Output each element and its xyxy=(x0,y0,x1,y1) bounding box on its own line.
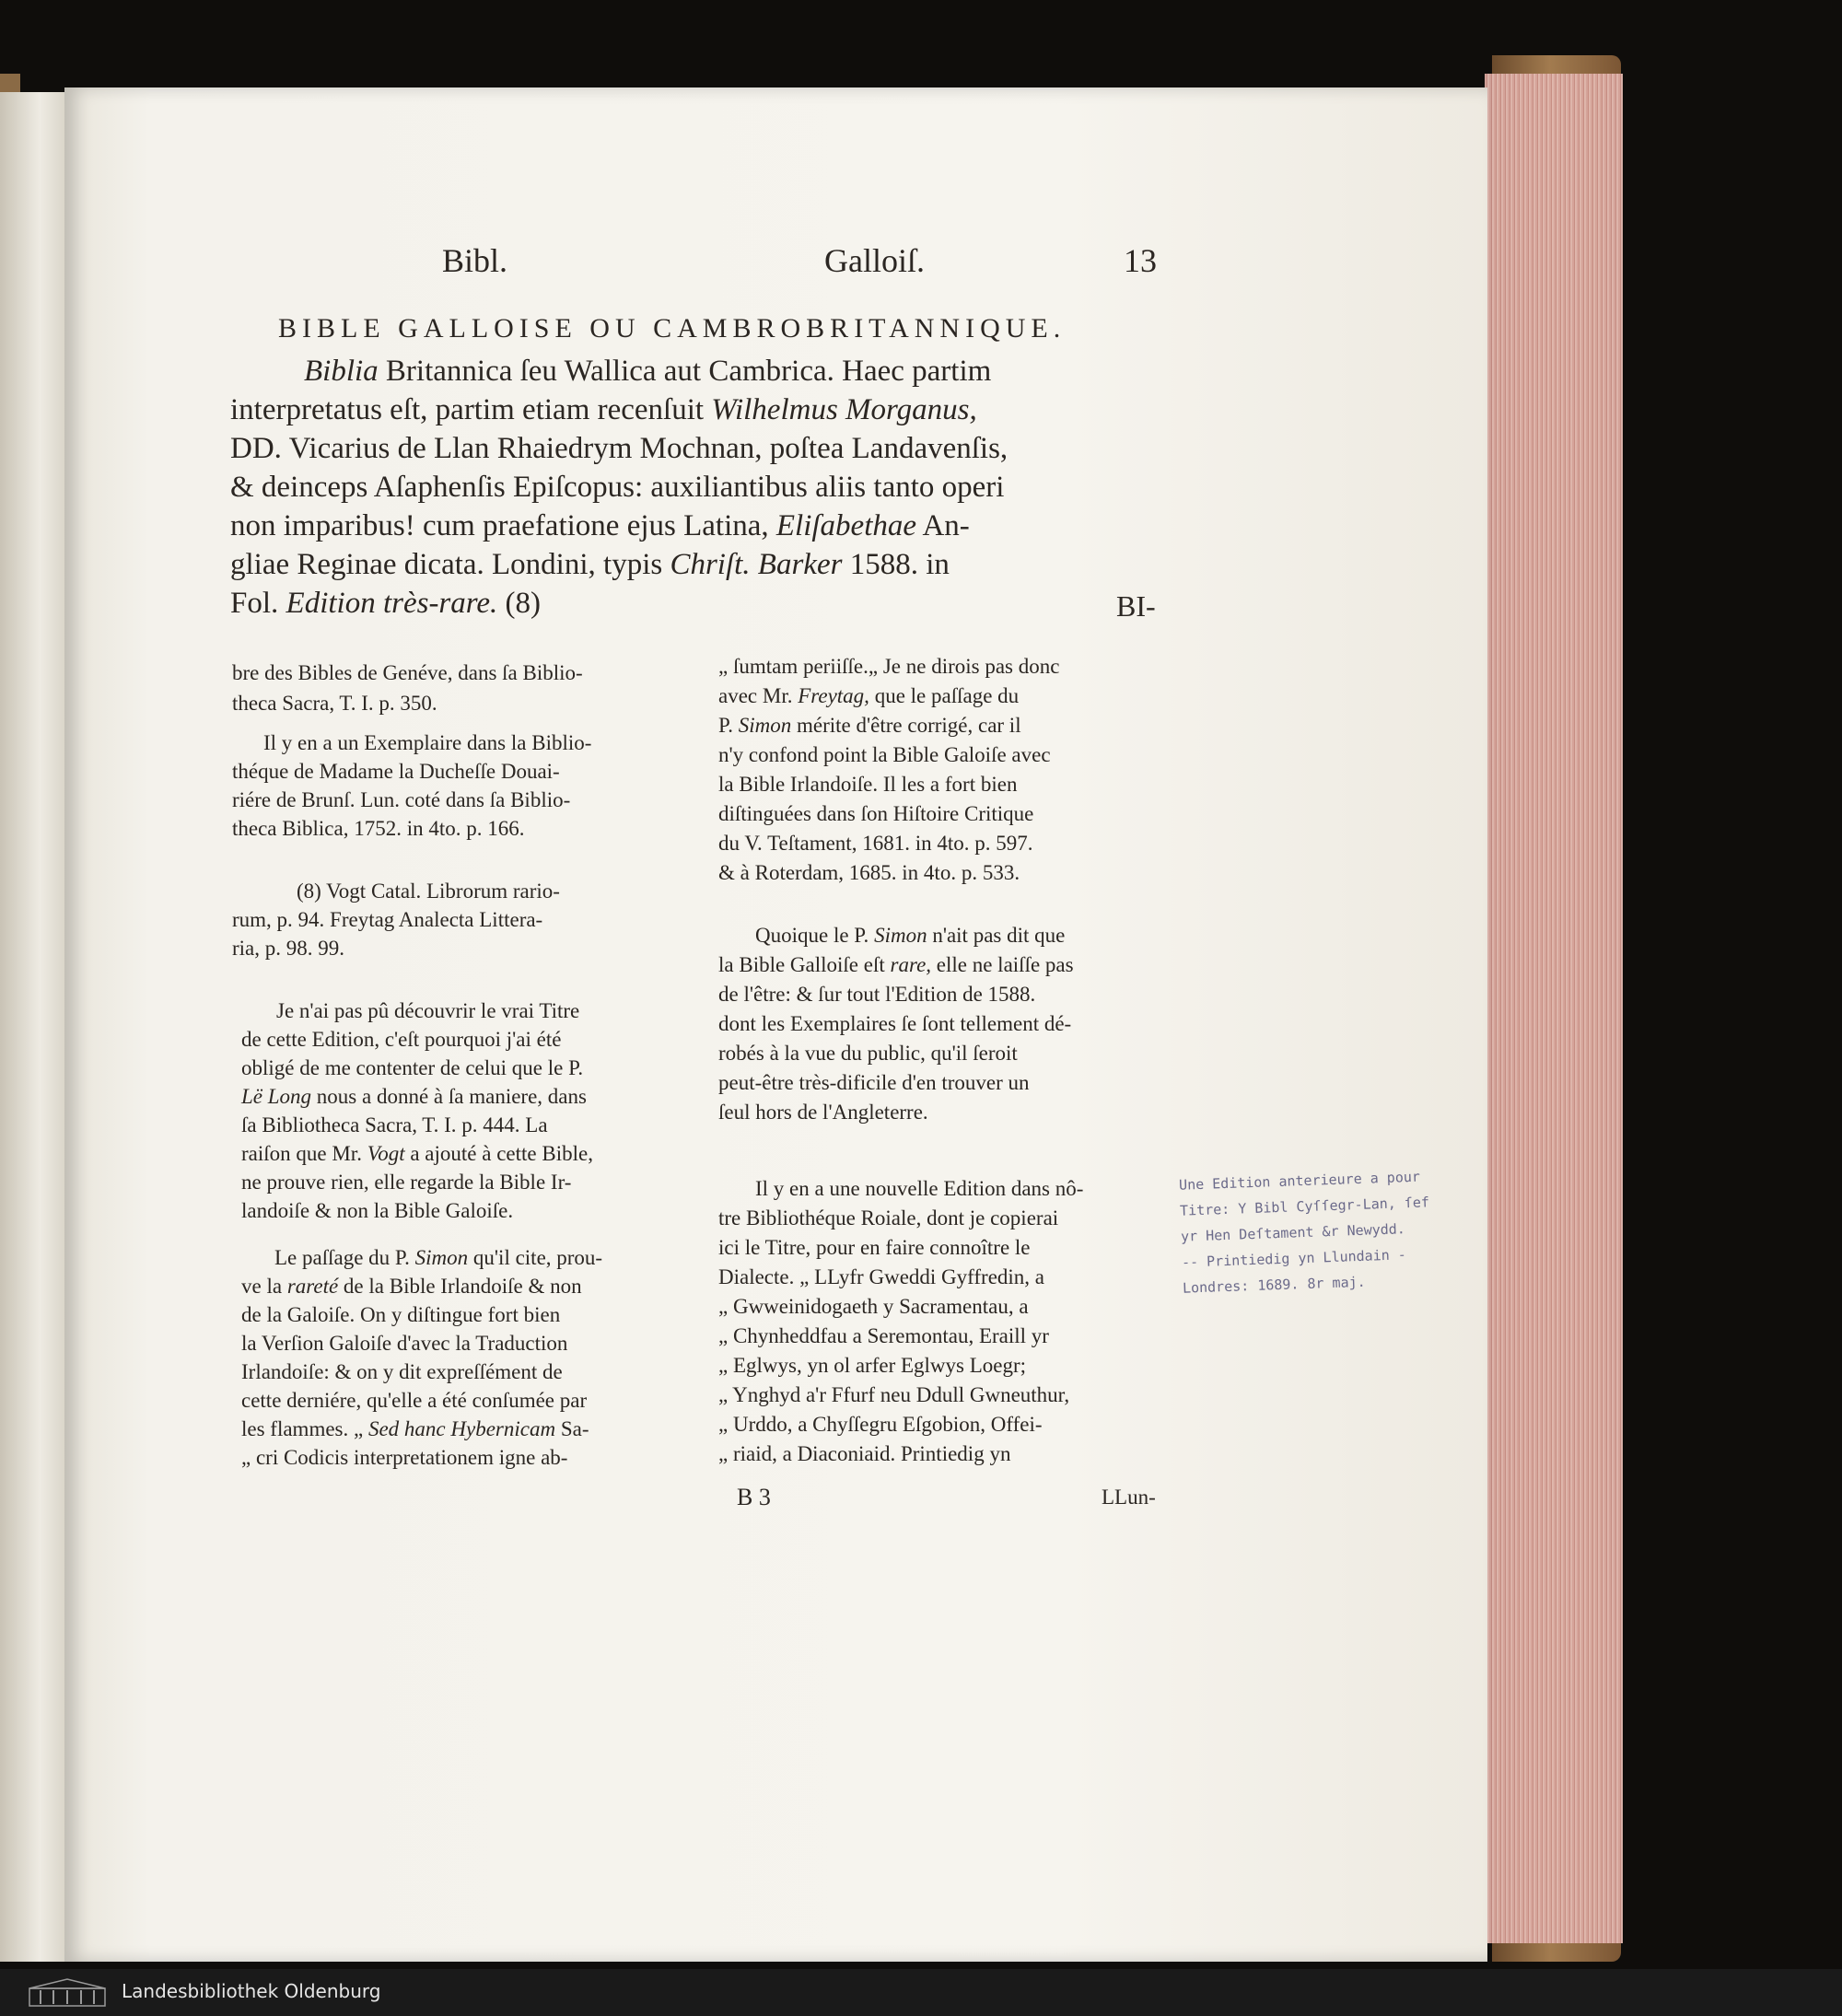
text-line: Dialecte. „ LLyfr Gweddi Gyffredin, a xyxy=(718,1265,1045,1288)
entry-line: & deinceps Aſaphenſis Epiſcopus: auxiliantibus aliis tanto operi xyxy=(230,471,1005,504)
text-line: la Bible Galloiſe eſt rare, elle ne laiſſe pas xyxy=(718,953,1074,976)
text-line: la Verſion Galoiſe d'avec la Traduction xyxy=(241,1332,568,1355)
text-line: „ Gwweinidogaeth y Sacramentau, a xyxy=(718,1295,1029,1318)
text-line: (8) Vogt Catal. Librorum rario- xyxy=(297,880,560,903)
footer-bar xyxy=(0,1969,1842,2016)
text-line: tre Bibliothéque Roiale, dont je copierai xyxy=(718,1206,1059,1229)
text-line: les flammes. „ Sed hanc Hybernicam Sa- xyxy=(241,1417,589,1440)
text-line: théque de Madame la Ducheſſe Douai- xyxy=(232,760,560,783)
note-line: -- Printiedig yn Llundain - xyxy=(1181,1246,1407,1271)
library-name: Landesbibliothek Oldenburg xyxy=(122,1980,381,2002)
handwritten-note xyxy=(1179,1163,1433,1300)
entry-line: Biblia Britannica ſeu Wallica aut Cambrica. Haec partim xyxy=(304,355,992,388)
library-building-icon xyxy=(28,1977,107,2008)
text-line: dont les Exemplaires ſe ſont tellement dé- xyxy=(718,1012,1072,1035)
text-line: Il y en a une nouvelle Edition dans nô- xyxy=(755,1177,1084,1200)
text-line: de cette Edition, c'eſt pourquoi j'ai été xyxy=(241,1028,562,1051)
page-number: 13 xyxy=(1124,242,1157,279)
text-line: ria, p. 98. 99. xyxy=(232,937,345,960)
entry-line: DD. Vicarius de Llan Rhaiedrym Mochnan, poſtea Landavenſis, xyxy=(230,432,1008,465)
text-line: „ Chynheddfau a Seremontau, Eraill yr xyxy=(718,1324,1049,1347)
text-line: Il y en a un Exemplaire dans la Biblio- xyxy=(263,731,592,754)
note-line: yr Hen Deſtament &r Newydd. xyxy=(1180,1220,1406,1245)
text-line: „ Eglwys, yn ol arfer Eglwys Loegr; xyxy=(718,1354,1027,1377)
text-line: theca Biblica, 1752. in 4to. p. 166. xyxy=(232,817,525,840)
text-line: landoiſe & non la Bible Galoiſe. xyxy=(241,1199,514,1222)
note-line: Titre: Y Bibl Cyſſegr-Lan, ſef xyxy=(1179,1194,1430,1219)
text-line: cette derniére, qu'elle a été conſumée par xyxy=(241,1389,588,1412)
text-line: Irlandoiſe: & on y dit expreſſément de xyxy=(241,1360,563,1383)
running-head-center: Galloiſ. xyxy=(824,242,925,279)
text-line: P. Simon mérite d'être corrigé, car il xyxy=(718,714,1021,737)
text-line: bre des Bibles de Genéve, dans ſa Biblio- xyxy=(232,661,583,684)
text-line: „ cri Codicis interpretationem igne ab- xyxy=(241,1446,568,1469)
text-line: rum, p. 94. Freytag Analecta Littera- xyxy=(232,908,543,931)
text-line: raiſon que Mr. Vogt a ajouté à cette Bible, xyxy=(241,1142,593,1165)
note-line: Londres: 1689. 8r maj. xyxy=(1182,1273,1366,1297)
text-line: ſa Bibliotheca Sacra, T. I. p. 444. La xyxy=(241,1113,548,1136)
text-line: obligé de me contenter de celui que le P. xyxy=(241,1056,584,1079)
page-edges xyxy=(1485,74,1623,1943)
text-line: „ Ynghyd a'r Ffurf neu Ddull Gwneuthur, xyxy=(718,1383,1070,1406)
text-line: & à Roterdam, 1685. in 4to. p. 533. xyxy=(718,861,1020,884)
text-line: ici le Titre, pour en faire connoître le xyxy=(718,1236,1031,1259)
entry-line: gliae Reginae dicata. Londini, typis Chriſt. Barker 1588. in xyxy=(230,548,950,581)
text-line: de la Galoiſe. On y diſtingue fort bien xyxy=(241,1303,561,1326)
text-line: avec Mr. Freytag, que le paſſage du xyxy=(718,684,1020,707)
entry-line: non imparibus! cum praefatione ejus Latina, Eliſabethae An- xyxy=(230,509,970,542)
note-line: Une Edition anterieure a pour xyxy=(1178,1168,1421,1194)
catchword-top: BI- xyxy=(1116,589,1156,623)
text-line: du V. Teſtament, 1681. in 4to. p. 597. xyxy=(718,832,1033,855)
text-line: Lë Long nous a donné à ſa maniere, dans xyxy=(241,1085,587,1108)
text-line: riére de Brunſ. Lun. coté dans ſa Biblio- xyxy=(232,788,571,811)
text-line: n'y confond point la Bible Galoiſe avec xyxy=(718,743,1051,766)
section-title: BIBLE GALLOISE OU CAMBROBRITANNIQUE. xyxy=(278,313,1067,344)
left-page-edge xyxy=(0,92,66,1962)
text-line: „ Urddo, a Chyſſegru Eſgobion, Offei- xyxy=(718,1413,1043,1436)
entry-line: Fol. Edition très-rare. (8) xyxy=(230,587,542,620)
text-line: Quoique le P. Simon n'ait pas dit que xyxy=(755,924,1066,947)
catchword-bottom: LLun- xyxy=(1102,1486,1156,1509)
text-line: diſtinguées dans ſon Hiſtoire Critique xyxy=(718,802,1034,825)
text-line: peut-être très-dificile d'en trouver un xyxy=(718,1071,1030,1094)
text-line: Je n'ai pas pû découvrir le vrai Titre xyxy=(276,999,580,1022)
text-line: la Bible Irlandoiſe. Il les a fort bien xyxy=(718,773,1018,796)
text-line: ne prouve rien, elle regarde la Bible Ir- xyxy=(241,1171,572,1194)
entry-line: interpretatus eſt, partim etiam recenſuit Wilhelmus Morganus, xyxy=(230,393,977,426)
text-line: „ ſumtam periiſſe.„ Je ne dirois pas donc xyxy=(718,655,1060,678)
running-head-left: Bibl. xyxy=(442,242,508,279)
signature-mark: B 3 xyxy=(737,1484,771,1510)
text-line: robés à la vue du public, qu'il ſeroit xyxy=(718,1042,1018,1065)
text-line: ſeul hors de l'Angleterre. xyxy=(718,1101,928,1124)
text-line: Le paſſage du P. Simon qu'il cite, prou- xyxy=(274,1246,603,1269)
text-line: theca Sacra, T. I. p. 350. xyxy=(232,692,437,715)
text-line: „ riaid, a Diaconiaid. Printiedig yn xyxy=(718,1442,1011,1465)
text-line: de l'être: & ſur tout l'Edition de 1588. xyxy=(718,983,1036,1006)
text-line: ve la rareté de la Bible Irlandoiſe & non xyxy=(241,1275,582,1298)
